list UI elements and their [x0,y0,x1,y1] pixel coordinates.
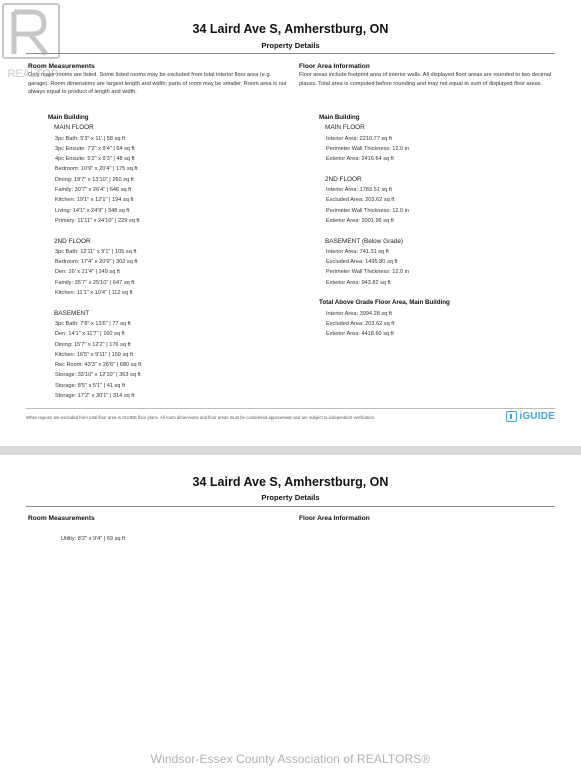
areas-main-floor-list [319,134,559,165]
header-divider [26,53,555,54]
list-item: 3pc Ensuite: 7'2" x 9'4" | 64 sq ft [55,145,135,152]
list-item: Interior Area: 741.31 sq ft [326,248,389,255]
areas-basement-list [319,247,559,288]
list-item: 3pc Bath: 7'8" x 13'6" | 77 sq ft [55,320,131,327]
list-item: Primary: 11'11" x 24'10" | 229 sq ft [55,217,140,224]
list-item: 3pc Bath: 12'11" x 9'1" | 105 sq ft [55,248,137,255]
areas-second-floor-label: 2ND FLOOR [325,175,362,183]
areas-main-floor-label: MAIN FLOOR [325,124,365,132]
footer-divider [26,408,555,409]
floor-area-heading: Floor Area Information [299,63,370,70]
rooms-main-floor-list [48,134,278,227]
list-item: Kitchen: 19'1" x 12'1" | 194 sq ft [55,197,134,204]
room-measurements-heading: Room Measurements [28,63,95,70]
iguide-logo [506,411,555,422]
list-item: Storage: 17'2" x 30'1" | 314 sq ft [55,393,135,400]
list-item: Excluded Area: 1495.80 sq ft [326,259,398,266]
list-item: Storage: 33'10" x 12'10" | 363 sq ft [55,372,141,379]
page-subtitle: Property Details [261,41,320,50]
list-item: Dining: 15'7" x 12'2" | 176 sq ft [55,341,131,348]
floor-area-list [319,113,559,340]
rooms-main-floor-label: MAIN FLOOR [54,124,94,132]
areas-building-label: Main Building [319,114,360,121]
list-item: Exterior Area: 2001.96 sq ft [326,217,394,224]
page2-header-divider [26,506,555,507]
rooms-basement-list [48,319,278,401]
list-item: Storage: 8'5" x 5'1" | 41 sq ft [55,382,126,389]
iguide-logo-text: iGUIDE [519,411,555,422]
room-list [48,113,278,401]
realtor-watermark-text: REALTOR [7,68,59,80]
list-item: Kitchen: 11'1" x 10'4" | 112 sq ft [55,290,133,297]
footer-disclaimer: White regions are excluded from total floor area in iGUIDE floor plans. All room dimensions and floor areas must be considered approximate and are subject to independent verification. [26,415,376,420]
list-item: Exterior Area: 943.82 sq ft [326,279,391,286]
room-measurements-note: Only major rooms are listed. Some listed rooms may be excluded from total interior floor area (e.g. garage). Room dimensions are largest length and width; parts of room may be smaller. Room area is not always equal to product of length and width. [28,72,287,96]
rooms-basement-label: BASEMENT [54,309,90,317]
list-item: 4pc Ensuite: 5'2" x 9'3" | 48 sq ft [55,156,135,163]
page2-room-heading: Room Measurements [28,515,95,522]
list-item: Exterior Area: 4418.60 sq ft [326,331,394,338]
association-watermark: Windsor-Essex County Association of REALTORS® [150,752,431,766]
list-item: Interior Area: 1783.51 sq ft [326,187,392,194]
list-item: Bedroom: 10'9" x 20'4" | 175 sq ft [55,166,138,173]
list-item: Perimeter Wall Thickness: 12.0 in [326,207,410,214]
floor-area-note: Floor areas include footprint area of interior walls. All displayed floor areas are rounded to two decimal places. Total area is computed before rounding and may not equal to sum of displayed floor areas. [299,72,552,87]
areas-basement-label: BASEMENT (Below Grade) [325,237,404,245]
list-item: Den: 16' x 21'4" | 249 sq ft [55,269,120,276]
list-item: Living: 14'1" x 24'9" | 348 sq ft [55,207,130,214]
list-item: Family: 35'7" x 25'10" | 647 sq ft [55,279,135,286]
list-item: Dining: 19'7" x 13'10" | 260 sq ft [55,176,134,183]
list-item: Excluded Area: 203.62 sq ft [326,320,395,327]
list-item: Excluded Area: 203.62 sq ft [326,197,395,204]
list-item: Den: 14'1" x 11'7" | 160 sq ft [55,331,125,338]
list-item: Interior Area: 2210.77 sq ft [326,135,392,142]
page-title: 34 Laird Ave S, Amherstburg, ON [192,22,389,36]
list-item: Rec Room: 43'3" x 26'6" | 680 sq ft [55,362,142,369]
page2-subtitle: Property Details [261,493,320,502]
rooms-second-floor-list [48,247,278,298]
list-item: Interior Area: 3994.28 sq ft [326,310,392,317]
property-details-page-2 [0,455,581,768]
page2-floor-heading: Floor Area Information [299,515,370,522]
rooms-second-floor-label: 2ND FLOOR [54,237,91,245]
list-item: Family: 30'7" x 26'4" | 646 sq ft [55,187,132,194]
page2-room-list [54,534,274,544]
list-item: Kitchen: 16'5" x 9'11" | 159 sq ft [55,351,134,358]
areas-second-floor-list [319,185,559,226]
list-item: Bedroom: 17'4" x 20'9" | 302 sq ft [55,259,138,266]
list-item: 3pc Bath: 5'3" x 11' | 58 sq ft [55,135,126,142]
iguide-mark-icon [506,411,517,422]
list-item: Exterior Area: 2416.64 sq ft [326,156,394,163]
areas-total-list [319,309,559,340]
rooms-building-label: Main Building [48,114,89,121]
list-item: Perimeter Wall Thickness: 12.0 in [326,269,410,276]
list-item: Perimeter Wall Thickness: 12.0 in [326,145,410,152]
list-item: Utility: 8'2" x 9'4" | 69 sq ft [61,536,126,542]
page2-title: 34 Laird Ave S, Amherstburg, ON [192,475,389,489]
areas-total-label: Total Above Grade Floor Area, Main Building [319,299,450,307]
